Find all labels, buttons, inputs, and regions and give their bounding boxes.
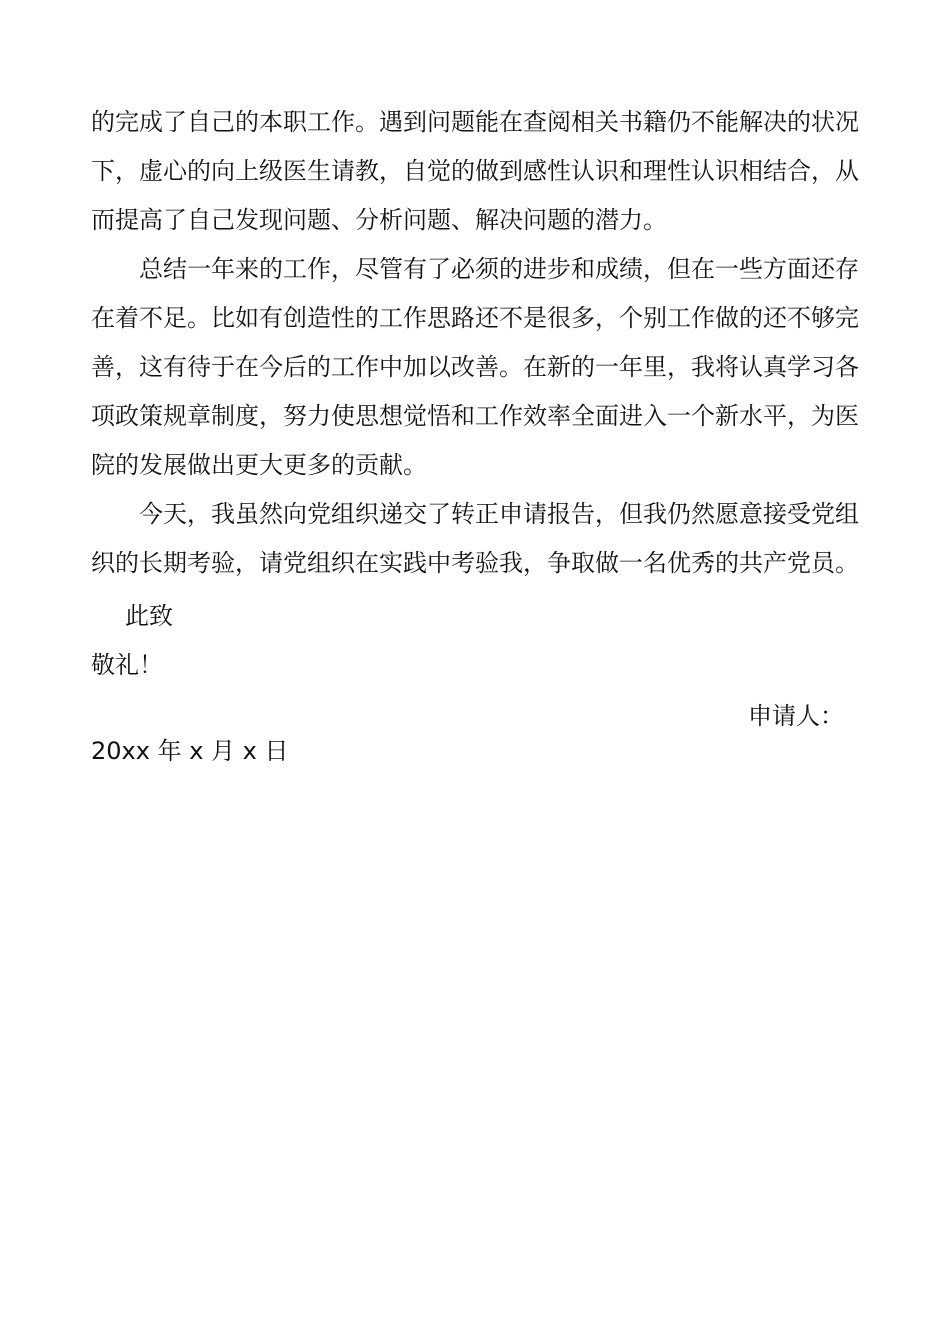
date-line: 20xx 年 x 月 x 日 [91,737,289,765]
paragraph-party-commitment: 今天，我虽然向党组织递交了转正申请报告，但我仍然愿意接受党组织的长期考验，请党组织在实践中考验我，争取做一名优秀的共产党员。 [91,500,859,577]
closing-phrase: 此致 [125,602,173,630]
applicant-label: 申请人： [748,702,844,730]
paragraph-work-completion: 的完成了自己的本职工作。遇到问题能在查阅相关书籍仍不能解决的状况下，虚心的向上级医生请教，自觉的做到感性认识和理性认识相结合，从而提高了自己发现问题、分析问题、解决问题的潜力。 [91,108,859,234]
salutation: 敬礼！ [91,651,163,679]
paragraph-summary-shortcomings: 总结一年来的工作，尽管有了必须的进步和成绩，但在一些方面还存在着不足。比如有创造性的工作思路还不是很多，个别工作做的还不够完善，这有待于在今后的工作中加以改善。在新的一年里，我将认真学习各项政策规章制度，努力使思想觉悟和工作效率全面进入一个新水平，为医院的发展做出更大更多的贡献。 [91,255,859,479]
